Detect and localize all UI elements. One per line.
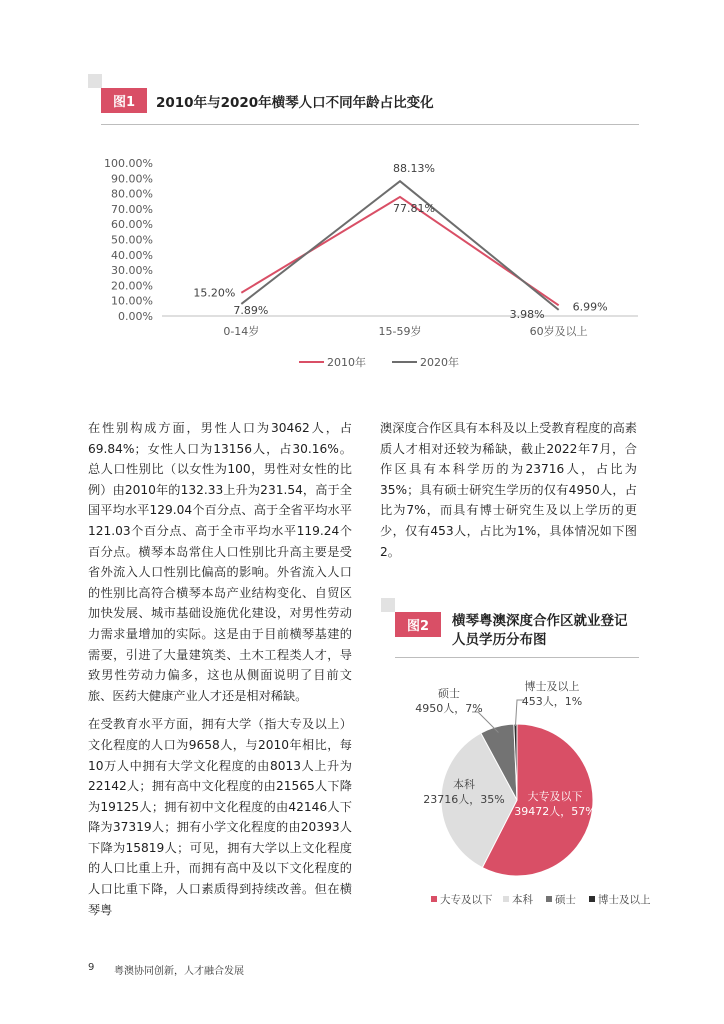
page-number: 9	[88, 962, 95, 973]
pie-data-label: 大专及以下 39472人，57%	[514, 790, 596, 818]
figure2-corner-decoration	[381, 598, 395, 612]
y-tick-label: 100.00%	[104, 157, 153, 170]
pie-data-label: 博士及以上 453人，1%	[521, 680, 583, 708]
data-label: 77.81%	[393, 201, 435, 215]
y-tick-label: 50.00%	[111, 233, 153, 247]
y-tick-label: 90.00%	[111, 172, 153, 186]
y-tick-label: 60.00%	[111, 218, 153, 232]
legend-label: 大专及以下	[440, 894, 493, 906]
y-tick-label: 80.00%	[111, 187, 153, 201]
data-label: 6.99%	[572, 300, 608, 314]
series-line-2020年	[241, 181, 558, 310]
y-tick-label: 0.00%	[118, 310, 153, 323]
data-label: 7.89%	[233, 303, 269, 317]
pie-data-label: 硕士 4950人，7%	[415, 687, 483, 715]
figure2-title: 横琴粤澳深度合作区就业登记人员学历分布图	[452, 613, 628, 648]
legend-label: 2010年	[327, 356, 366, 369]
paragraph-gender: 在性别构成方面，男性人口为30462人，占69.84%；女性人口为13156人，占30.16%。总人口性别比（以女性为100，男性对女性的比例）由2010年的132.33上升为231.54，高于全国平均水平129.04个百分点、高于全省平均水平121.03个百分点、高于全市平均水平119.24个百分点。横琴本岛常住人口性别比升高主要是受省外流入人口性别比偏高的影响。外省流入人口的性别比高符合横琴本岛产业结构变化、自贸区加快发展、城市基础设施优化建设，对男性劳动力需求量增加的实际。这是由于目前横琴基建的需要，引进了大量建筑类、土木工程类人才，导致男性劳动力偏多，这也从侧面说明了目前文旅、医药大健康产业人才还是相对稀缺。	[88, 421, 352, 703]
y-tick-label: 30.00%	[111, 264, 153, 278]
left-text-column	[88, 418, 352, 920]
legend-swatch	[431, 896, 437, 902]
x-tick-label: 0-14岁	[223, 325, 260, 338]
legend-label: 本科	[512, 894, 533, 906]
education-pie-chart	[360, 660, 660, 920]
y-tick-label: 70.00%	[111, 202, 153, 216]
x-tick-label: 15-59岁	[378, 325, 422, 338]
legend-swatch	[503, 896, 509, 902]
legend-swatch	[589, 896, 595, 902]
legend-swatch	[546, 896, 552, 902]
footer-text: 粤澳协同创新，人才融合发展	[114, 966, 244, 977]
paragraph-education: 在受教育水平方面，拥有大学（指大专及以上）文化程度的人口为9658人，与2010年相比，每10万人中拥有大学文化程度的由8013人上升为22142人；拥有高中文化程度的由21565人下降为19125人；拥有初中文化程度的由42146人下降为37319人；拥有小学文化程度的由20393人下降为15819人；可见，拥有大学以上文化程度的人口比重上升，而拥有高中及以下文化程度的人口比重下降，人口素质得到持续改善。但在横琴粤	[88, 717, 352, 917]
age-line-chart	[0, 0, 724, 380]
pie-data-label: 本科 23716人，35%	[423, 778, 505, 806]
y-tick-label: 40.00%	[111, 248, 153, 262]
legend-label: 2020年	[420, 356, 459, 369]
data-label: 88.13%	[393, 162, 435, 176]
data-label: 15.20%	[193, 286, 236, 300]
right-text-column	[380, 418, 637, 562]
legend-label: 硕士	[555, 894, 576, 906]
legend-label: 博士及以上	[598, 894, 651, 906]
paragraph-talent: 澳深度合作区具有本科及以上受教育程度的高素质人才相对还较为稀缺，截止2022年7月，合作区具有本科学历的为23716人，占比为35%；具有硕士研究生学历的仅有4950人，占比为7%，而具有博士研究生及以上学历的更少，仅有453人，占比为1%，具体情况如下图2。	[380, 421, 637, 559]
data-label: 3.98%	[509, 307, 545, 321]
y-tick-label: 20.00%	[111, 279, 153, 293]
y-tick-label: 10.00%	[111, 294, 153, 308]
figure2-rule	[395, 657, 639, 658]
figure1-title: 2010年与2020年横琴人口不同年龄占比变化	[156, 95, 434, 111]
x-tick-label: 60岁及以上	[529, 325, 588, 338]
figure1-badge: 图1	[101, 88, 147, 113]
figure2-badge: 图2	[395, 612, 441, 637]
